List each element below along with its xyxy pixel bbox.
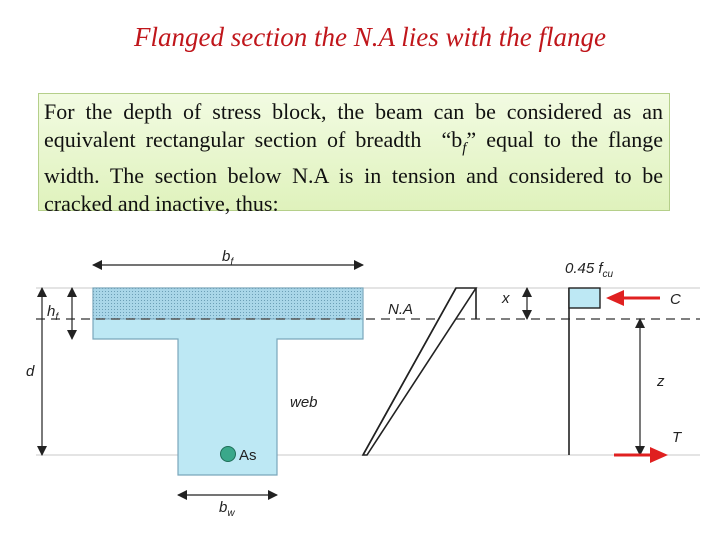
na-label: N.A xyxy=(388,301,414,318)
strain-diagram-triangle xyxy=(363,288,476,455)
c-label: C xyxy=(670,291,681,308)
stress-block-rectangle xyxy=(569,288,600,308)
hf-label: $h_f$ xyxy=(47,303,59,323)
x-label: x xyxy=(502,290,510,307)
compression-force-arrowhead xyxy=(606,290,624,306)
bf-subscript: f xyxy=(462,140,467,157)
web-label: web xyxy=(290,394,318,411)
bw-label: $b_w$ xyxy=(219,499,235,519)
z-label: z xyxy=(657,373,665,390)
t-label: T xyxy=(672,429,682,446)
paragraph-line-2-start: equivalent rectangular section of breadth “b xyxy=(44,127,463,152)
paragraph-line-1: For the depth of stress block, the beam can be considered as an xyxy=(44,99,663,124)
stress-value-label: 0.45 $f_{cu}$ xyxy=(565,260,614,280)
d-label: d xyxy=(26,363,35,380)
bf-label: $b_f$ xyxy=(222,248,234,268)
paragraph-line-3: width. The section below N.A is in tension and considered to be xyxy=(44,163,663,189)
paragraph-line-2-end: ” equal to the flange xyxy=(466,127,663,152)
tension-force-arrowhead xyxy=(650,447,668,463)
slide-title: Flanged section the N.A lies with the flange xyxy=(134,22,606,52)
compression-stress-block xyxy=(93,288,363,319)
paragraph-line-4: cracked and inactive, thus: xyxy=(44,191,279,217)
as-label: As xyxy=(239,447,257,464)
tension-steel-bar xyxy=(221,447,236,462)
